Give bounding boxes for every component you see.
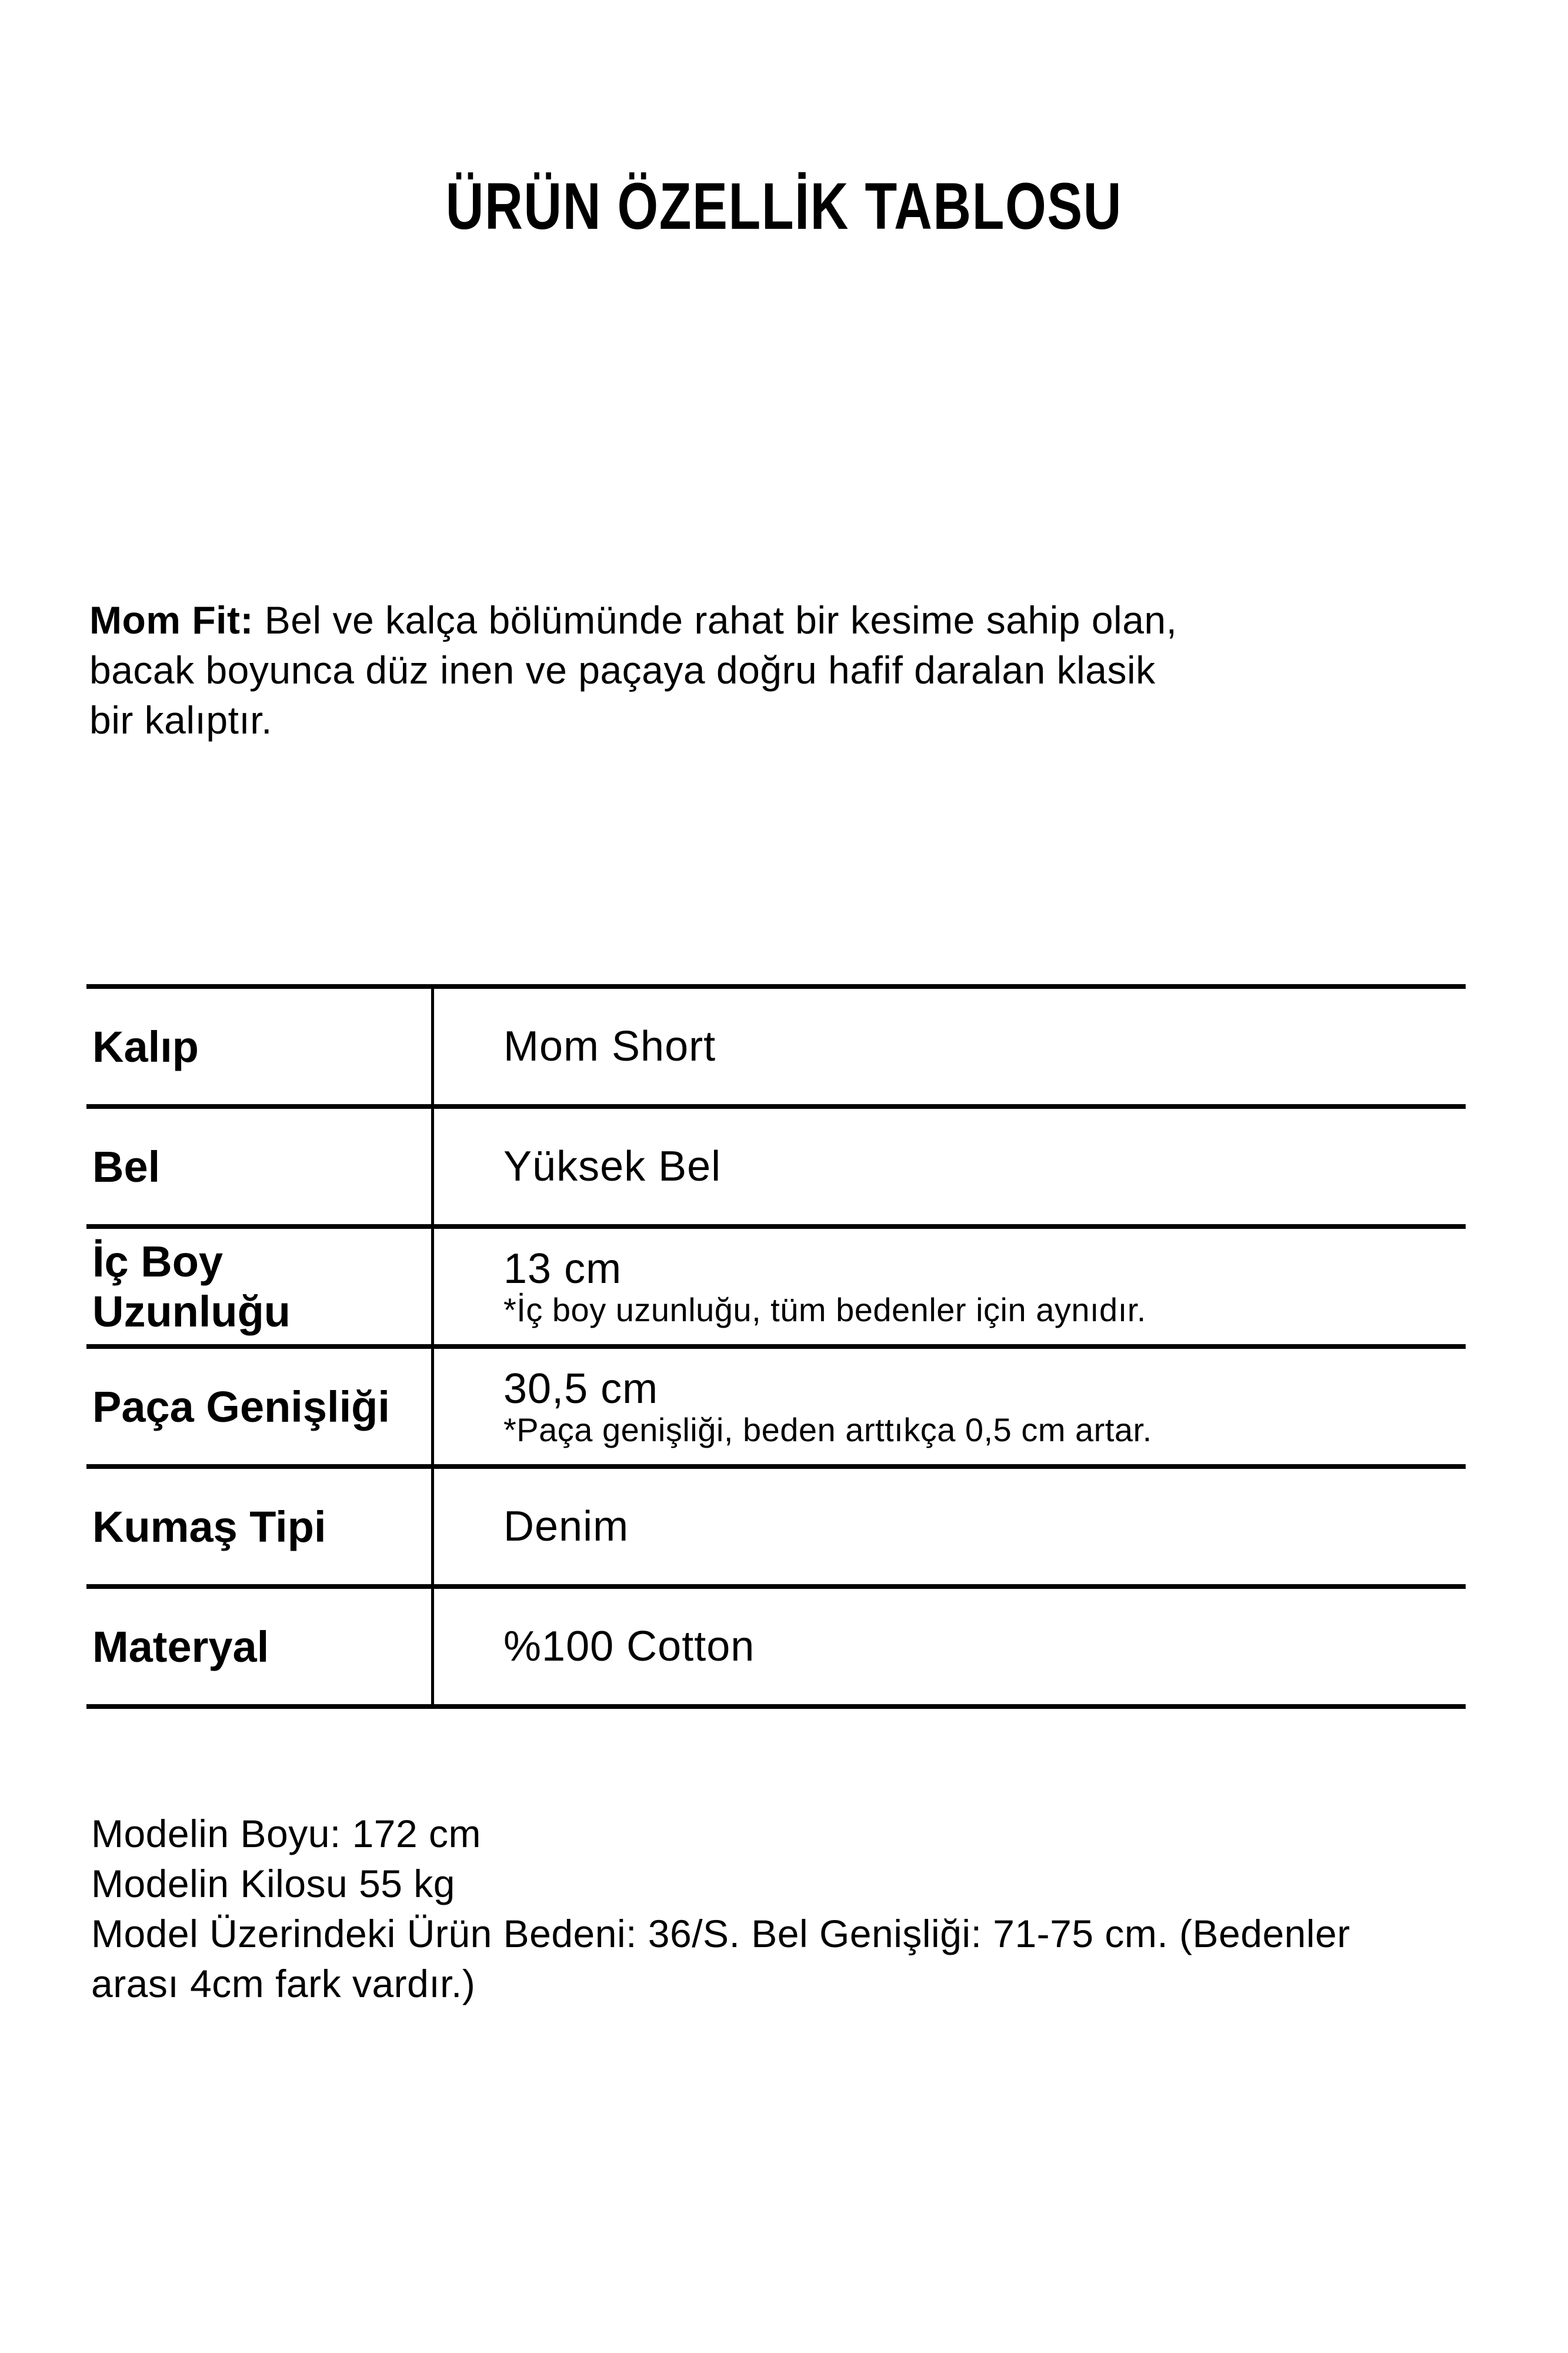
page-title-text: ÜRÜN ÖZELLİK TABLOSU xyxy=(445,169,1123,243)
fit-description-line xyxy=(89,645,1501,695)
table-row-kumas-tipi xyxy=(86,1469,1466,1589)
spec-value: %100 Cotton xyxy=(503,1623,755,1670)
spec-value: Yüksek Bel xyxy=(503,1143,722,1190)
spec-label: Kumaş Tipi xyxy=(86,1469,434,1584)
fit-description-text: bir kalıptır. xyxy=(89,698,272,742)
spec-value: Mom Short xyxy=(503,1023,716,1070)
spec-note: *Paça genişliği, beden arttıkça 0,5 cm artar. xyxy=(503,1411,1152,1448)
spec-value-cell xyxy=(434,1589,1466,1704)
spec-label: Bel xyxy=(86,1109,434,1224)
fit-description-line xyxy=(89,695,1501,745)
model-info xyxy=(91,1809,1514,2009)
spec-label: Materyal xyxy=(86,1589,434,1704)
fit-name: Mom Fit: xyxy=(89,598,253,642)
spec-table xyxy=(86,984,1466,1709)
model-size-line: Model Üzerindeki Ürün Bedeni: 36/S. Bel Genişliği: 71-75 cm. (Bedenler xyxy=(91,1912,1350,1955)
spec-value: 13 cm xyxy=(503,1245,622,1292)
spec-label: İç Boy Uzunluğu xyxy=(86,1229,434,1344)
fit-description xyxy=(89,595,1501,745)
table-row-paca-genisligi xyxy=(86,1349,1466,1469)
spec-value-cell xyxy=(434,1229,1466,1344)
page-title xyxy=(0,164,1568,249)
spec-value-cell xyxy=(434,1469,1466,1584)
table-row-bel xyxy=(86,1109,1466,1229)
spec-label: Kalıp xyxy=(86,989,434,1104)
table-row-ic-boy-uzunlugu xyxy=(86,1229,1466,1349)
spec-value: 30,5 cm xyxy=(503,1365,659,1412)
spec-value-cell xyxy=(434,1109,1466,1224)
spec-value-cell xyxy=(434,989,1466,1104)
model-height: Modelin Boyu: 172 cm xyxy=(91,1812,482,1855)
fit-description-text: Bel ve kalça bölümünde rahat bir kesime sahip olan, xyxy=(253,598,1177,642)
spec-label: Paça Genişliği xyxy=(86,1349,434,1464)
fit-description-line xyxy=(89,595,1501,645)
spec-value-cell xyxy=(434,1349,1466,1464)
spec-note: *İç boy uzunluğu, tüm bedenler için aynıdır. xyxy=(503,1291,1146,1328)
spec-value: Denim xyxy=(503,1503,629,1550)
table-row-materyal xyxy=(86,1589,1466,1709)
fit-description-text: bacak boyunca düz inen ve paçaya doğru hafif daralan klasik xyxy=(89,648,1156,692)
model-size-line-cont: arası 4cm fark vardır.) xyxy=(91,1962,476,2005)
table-row-kalip xyxy=(86,989,1466,1109)
model-weight: Modelin Kilosu 55 kg xyxy=(91,1862,456,1905)
